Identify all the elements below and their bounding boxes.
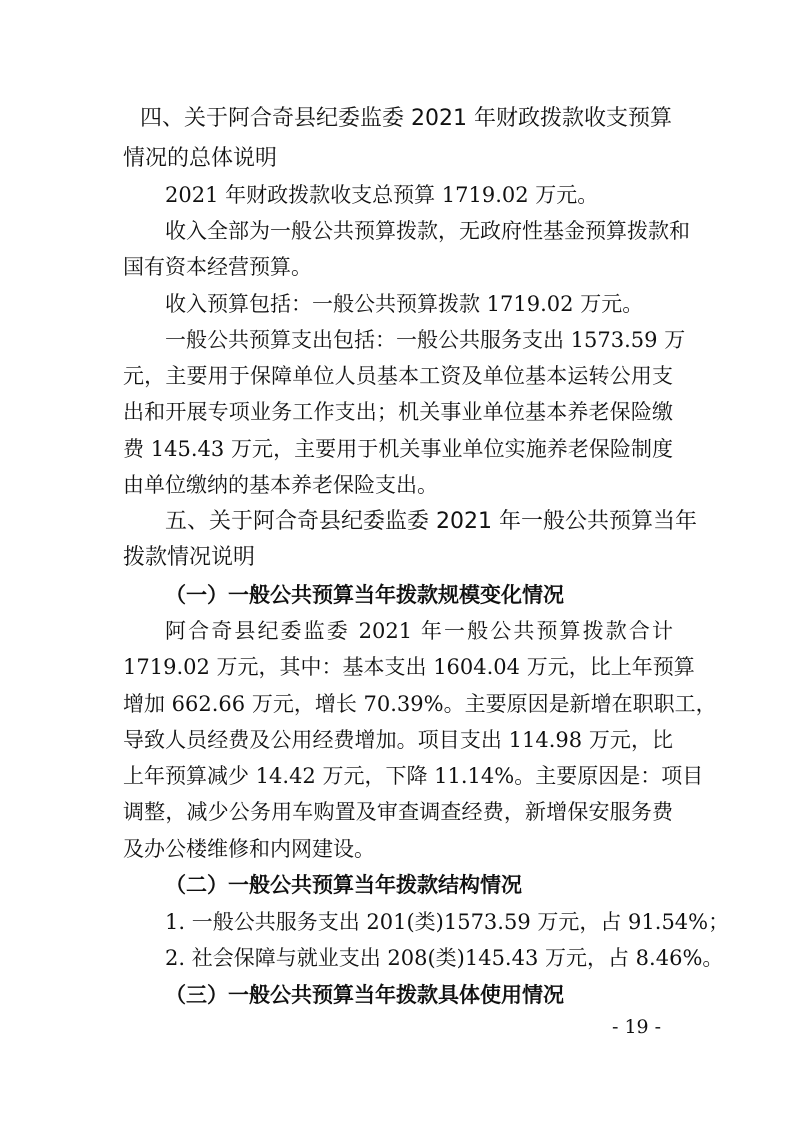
paragraph-cont: 上年预算减少 14.42 万元，下降 11.14%。主要原因是：项目 xyxy=(123,764,704,788)
paragraph-cont: 出和开展专项业务工作支出；机关事业单位基本养老保险缴 xyxy=(123,400,673,424)
paragraph-cont: 及办公楼维修和内网建设。 xyxy=(123,837,375,861)
section-5-heading: 五、关于阿合奇县纪委监委 2021 年一般公共预算当年 xyxy=(165,509,697,534)
subsection-3-heading: （三）一般公共预算当年拨款具体使用情况 xyxy=(165,982,564,1007)
paragraph: 阿合奇县纪委监委 2021 年一般公共预算拨款合计 xyxy=(165,619,673,643)
paragraph-cont: 国有资本经营预算。 xyxy=(123,255,312,279)
paragraph-cont: 导致人员经费及公用经费增加。项目支出 114.98 万元，比 xyxy=(123,728,673,752)
subsection-2-heading: （二）一般公共预算当年拨款结构情况 xyxy=(165,872,522,897)
paragraph-cont: 调整，减少公务用车购置及审查调查经费，新增保安服务费 xyxy=(123,800,673,824)
subsection-1-heading: （一）一般公共预算当年拨款规模变化情况 xyxy=(165,582,564,607)
paragraph: 2021 年财政拨款收支总预算 1719.02 万元。 xyxy=(165,183,599,207)
paragraph-cont: 1719.02 万元，其中：基本支出 1604.04 万元，比上年预算 xyxy=(123,655,695,679)
paragraph: 一般公共预算支出包括：一般公共服务支出 1573.59 万 xyxy=(165,328,686,352)
section-4-heading: 四、关于阿合奇县纪委监委 2021 年财政拨款收支预算 xyxy=(140,106,672,131)
paragraph-cont: 由单位缴纳的基本养老保险支出。 xyxy=(123,473,438,497)
paragraph-cont: 费 145.43 万元，主要用于机关事业单位实施养老保险制度 xyxy=(123,437,673,461)
section-5-heading-cont: 拨款情况说明 xyxy=(123,545,256,570)
paragraph-cont: 元，主要用于保障单位人员基本工资及单位基本运转公用支 xyxy=(123,364,673,388)
list-item: 2. 社会保障与就业支出 208(类)145.43 万元，占 8.46%。 xyxy=(165,946,724,970)
paragraph-cont: 增加 662.66 万元，增长 70.39%。主要原因是新增在职职工， xyxy=(123,692,717,716)
page-number: - 19 - xyxy=(612,1016,662,1038)
paragraph: 收入全部为一般公共预算拨款，无政府性基金预算拨款和 xyxy=(165,219,690,243)
list-item: 1. 一般公共服务支出 201(类)1573.59 万元，占 91.54%； xyxy=(165,910,730,934)
section-4-heading-cont: 情况的总体说明 xyxy=(123,146,278,171)
paragraph: 收入预算包括：一般公共预算拨款 1719.02 万元。 xyxy=(165,292,644,316)
